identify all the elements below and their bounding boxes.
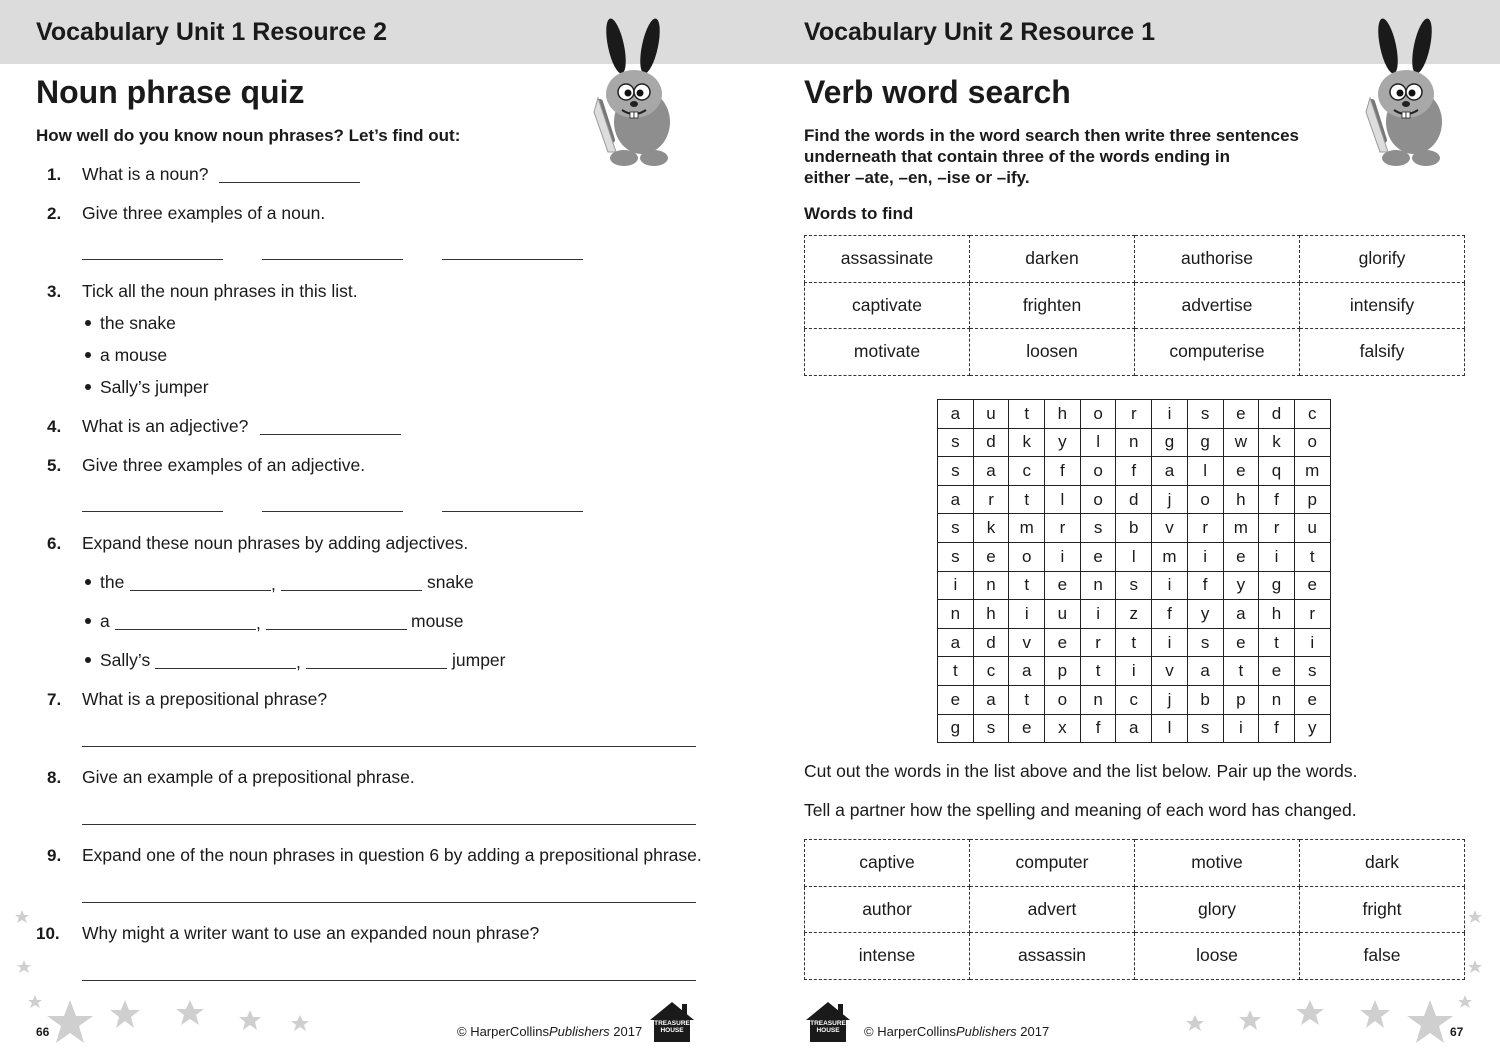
grid-letter-cell[interactable]: o xyxy=(1080,457,1116,486)
grid-letter-cell[interactable]: h xyxy=(1259,600,1295,629)
bullet-icon xyxy=(85,352,91,358)
grid-letter-cell[interactable]: l xyxy=(1045,485,1081,514)
grid-letter-cell[interactable]: a xyxy=(1187,657,1223,686)
grid-letter-cell[interactable]: r xyxy=(1187,514,1223,543)
grid-letter-cell[interactable]: e xyxy=(1009,714,1045,743)
q3-item: the snake xyxy=(100,313,176,333)
grid-letter-cell[interactable]: a xyxy=(1223,600,1259,629)
q6-adjective-line[interactable] xyxy=(266,629,407,630)
q1-number: 1. xyxy=(47,165,62,184)
grid-letter-cell[interactable]: c xyxy=(1294,400,1330,429)
q6-row-prefix: the xyxy=(100,572,125,592)
q6-adjective-line[interactable] xyxy=(281,590,422,591)
q2-answer-line-2[interactable] xyxy=(262,259,403,260)
grid-letter-cell[interactable]: r xyxy=(1259,514,1295,543)
grid-letter-cell[interactable]: i xyxy=(1045,542,1081,571)
grid-letter-cell[interactable]: e xyxy=(1045,571,1081,600)
rabbit-mascot-icon xyxy=(572,12,682,172)
pair-word-cell[interactable]: glory xyxy=(1135,886,1300,933)
grid-letter-cell[interactable]: p xyxy=(1294,485,1330,514)
cut-instruction: Cut out the words in the list above and the list below. Pair up the words. xyxy=(804,761,1358,781)
grid-letter-cell[interactable]: a xyxy=(938,628,974,657)
logo-text: HOUSE xyxy=(660,1027,684,1034)
grid-letter-cell[interactable]: s xyxy=(1080,514,1116,543)
grid-letter-cell[interactable]: a xyxy=(973,685,1009,714)
q3-text: Tick all the noun phrases in this list. xyxy=(82,281,358,301)
grid-letter-cell[interactable]: j xyxy=(1152,485,1188,514)
grid-letter-cell[interactable]: d xyxy=(1116,485,1152,514)
grid-letter-cell[interactable]: i xyxy=(1152,571,1188,600)
grid-row xyxy=(938,685,1331,714)
word-cell[interactable]: frighten xyxy=(970,282,1135,329)
grid-letter-cell[interactable]: n xyxy=(938,600,974,629)
q6-row-noun: snake xyxy=(427,572,474,592)
grid-letter-cell[interactable]: y xyxy=(1223,571,1259,600)
q10-number: 10. xyxy=(36,924,60,943)
grid-letter-cell[interactable]: f xyxy=(1187,571,1223,600)
word-cell[interactable]: intensify xyxy=(1300,282,1465,329)
word-cell[interactable]: advertise xyxy=(1135,282,1300,329)
q4-answer-line[interactable] xyxy=(260,434,401,435)
pair-word-cell[interactable]: computer xyxy=(970,840,1135,887)
instruction-line-3 xyxy=(804,167,1030,188)
pair-word-cell[interactable]: dark xyxy=(1300,840,1465,887)
q2-answer-line-1[interactable] xyxy=(82,259,223,260)
q1-answer-line[interactable] xyxy=(219,182,360,183)
grid-letter-cell[interactable]: p xyxy=(1223,685,1259,714)
grid-letter-cell[interactable]: m xyxy=(1294,457,1330,486)
grid-letter-cell[interactable]: r xyxy=(1080,628,1116,657)
partner-instruction: Tell a partner how the spelling and meaning of each word has changed. xyxy=(804,800,1357,820)
grid-letter-cell[interactable]: a xyxy=(1152,457,1188,486)
grid-letter-cell[interactable]: d xyxy=(1259,400,1295,429)
grid-letter-cell[interactable]: a xyxy=(973,457,1009,486)
q2-text: Give three examples of a noun. xyxy=(82,203,326,223)
bullet-icon xyxy=(85,657,91,663)
bullet-icon xyxy=(85,618,91,624)
q1-text: What is a noun? xyxy=(82,164,209,184)
q3-item: Sally’s jumper xyxy=(100,377,209,397)
stars-decoration-icon xyxy=(10,900,330,1050)
treasure-house-logo xyxy=(648,1000,696,1044)
instr-suffixes: –ate, –en, –ise xyxy=(855,168,971,187)
grid-letter-cell[interactable]: f xyxy=(1045,457,1081,486)
grid-letter-cell[interactable]: t xyxy=(1116,628,1152,657)
q6-text: Expand these noun phrases by adding adjectives. xyxy=(82,533,469,553)
right-page-title: Verb word search xyxy=(804,74,1071,110)
grid-letter-cell[interactable]: g xyxy=(1187,428,1223,457)
grid-letter-cell[interactable]: m xyxy=(1152,542,1188,571)
grid-letter-cell[interactable]: a xyxy=(1116,714,1152,743)
grid-letter-cell[interactable]: e xyxy=(1294,685,1330,714)
q5-number: 5. xyxy=(47,456,62,475)
grid-letter-cell[interactable]: f xyxy=(1152,600,1188,629)
grid-letter-cell[interactable]: d xyxy=(973,428,1009,457)
word-cell[interactable]: loosen xyxy=(970,329,1135,376)
grid-letter-cell[interactable]: e xyxy=(1223,400,1259,429)
grid-letter-cell[interactable]: r xyxy=(1045,514,1081,543)
q5-text: Give three examples of an adjective. xyxy=(82,455,366,475)
word-cell[interactable]: captivate xyxy=(805,282,970,329)
bullet-icon xyxy=(85,384,91,390)
grid-letter-cell[interactable]: s xyxy=(938,514,974,543)
grid-letter-cell[interactable]: i xyxy=(1152,628,1188,657)
pair-word-cell[interactable]: intense xyxy=(805,933,970,980)
grid-letter-cell[interactable]: j xyxy=(1152,685,1188,714)
grid-letter-cell[interactable]: q xyxy=(1259,457,1295,486)
grid-letter-cell[interactable]: t xyxy=(938,657,974,686)
grid-letter-cell[interactable]: f xyxy=(1259,714,1295,743)
q6-row-prefix: Sally’s xyxy=(100,650,151,670)
grid-letter-cell[interactable]: m xyxy=(1223,514,1259,543)
grid-letter-cell[interactable]: e xyxy=(938,685,974,714)
q4-number: 4. xyxy=(47,417,62,436)
grid-letter-cell[interactable]: a xyxy=(1009,657,1045,686)
grid-letter-cell[interactable]: s xyxy=(1294,657,1330,686)
q9-number: 9. xyxy=(47,846,62,865)
grid-row xyxy=(938,714,1331,743)
grid-letter-cell[interactable]: r xyxy=(1116,400,1152,429)
q5-answer-line-2[interactable] xyxy=(262,511,403,512)
instr-text: or xyxy=(970,168,997,187)
grid-row xyxy=(938,514,1331,543)
grid-letter-cell[interactable]: i xyxy=(1009,600,1045,629)
grid-letter-cell[interactable]: v xyxy=(1009,628,1045,657)
grid-letter-cell[interactable]: c xyxy=(1009,457,1045,486)
q7-number: 7. xyxy=(47,690,62,709)
q6-row-prefix: a xyxy=(100,611,110,631)
grid-row xyxy=(938,542,1331,571)
grid-row xyxy=(938,657,1331,686)
instr-suffix: –ify. xyxy=(996,168,1030,187)
grid-letter-cell[interactable]: c xyxy=(1116,685,1152,714)
grid-letter-cell[interactable]: t xyxy=(1009,485,1045,514)
treasure-house-logo xyxy=(804,1000,852,1044)
logo-text: TREASURE xyxy=(810,1020,846,1027)
bullet-icon xyxy=(85,320,91,326)
grid-letter-cell[interactable]: g xyxy=(1152,428,1188,457)
grid-row xyxy=(938,600,1331,629)
grid-row xyxy=(938,400,1331,429)
left-page-number: 66 xyxy=(36,1025,50,1039)
grid-letter-cell[interactable]: g xyxy=(1259,571,1295,600)
grid-letter-cell[interactable]: s xyxy=(938,542,974,571)
stars-decoration-icon xyxy=(1170,900,1490,1050)
copyright-year: 2017 xyxy=(609,1024,643,1039)
grid-letter-cell[interactable]: s xyxy=(938,457,974,486)
grid-letter-cell[interactable]: t xyxy=(1294,542,1330,571)
pair-word-cell[interactable]: author xyxy=(805,886,970,933)
copyright-italic: Publishers xyxy=(955,1024,1017,1039)
q3-item: a mouse xyxy=(100,345,168,365)
grid-letter-cell[interactable]: i xyxy=(1259,542,1295,571)
left-page-title: Noun phrase quiz xyxy=(36,74,305,110)
q6-row-noun: mouse xyxy=(411,611,464,631)
grid-row xyxy=(938,571,1331,600)
copyright-text: © HarperCollins xyxy=(864,1024,956,1039)
grid-row xyxy=(938,428,1331,457)
grid-letter-cell[interactable]: i xyxy=(1223,714,1259,743)
grid-letter-cell[interactable]: l xyxy=(1116,542,1152,571)
grid-letter-cell[interactable]: i xyxy=(1080,600,1116,629)
grid-letter-cell[interactable]: n xyxy=(1080,685,1116,714)
instruction-line-2: underneath that contain three of the words ending in xyxy=(804,147,1230,166)
grid-letter-cell[interactable]: t xyxy=(1009,571,1045,600)
grid-letter-cell[interactable]: e xyxy=(1223,457,1259,486)
grid-letter-cell[interactable]: n xyxy=(1080,571,1116,600)
logo-text: HOUSE xyxy=(816,1027,840,1034)
word-cell[interactable]: falsify xyxy=(1300,329,1465,376)
grid-row xyxy=(938,485,1331,514)
grid-letter-cell[interactable]: s xyxy=(973,714,1009,743)
word-cell[interactable]: authorise xyxy=(1135,236,1300,283)
grid-letter-cell[interactable]: f xyxy=(1116,457,1152,486)
grid-letter-cell[interactable]: a xyxy=(938,400,974,429)
grid-letter-cell[interactable]: t xyxy=(1009,685,1045,714)
q6-adjective-line[interactable] xyxy=(115,629,256,630)
grid-letter-cell[interactable]: e xyxy=(1080,542,1116,571)
word-cell[interactable]: computerise xyxy=(1135,329,1300,376)
grid-letter-cell[interactable]: h xyxy=(1045,400,1081,429)
grid-letter-cell[interactable]: l xyxy=(1187,457,1223,486)
grid-letter-cell[interactable]: o xyxy=(1045,685,1081,714)
grid-letter-cell[interactable]: t xyxy=(1009,400,1045,429)
q3-number: 3. xyxy=(47,282,62,301)
q6-number: 6. xyxy=(47,534,62,553)
grid-row xyxy=(938,457,1331,486)
word-cell[interactable]: assassinate xyxy=(805,236,970,283)
grid-letter-cell[interactable]: h xyxy=(1223,485,1259,514)
grid-letter-cell[interactable]: f xyxy=(1259,485,1295,514)
grid-letter-cell[interactable]: k xyxy=(1259,428,1295,457)
q6-adjective-line[interactable] xyxy=(130,590,271,591)
comma: , xyxy=(296,652,301,672)
grid-letter-cell[interactable]: l xyxy=(1152,714,1188,743)
grid-letter-cell[interactable]: o xyxy=(1080,485,1116,514)
pair-word-cell[interactable]: advert xyxy=(970,886,1135,933)
q6-row-noun: jumper xyxy=(452,650,506,670)
grid-letter-cell[interactable]: i xyxy=(1187,542,1223,571)
grid-letter-cell[interactable]: v xyxy=(1152,657,1188,686)
grid-letter-cell[interactable]: h xyxy=(973,600,1009,629)
grid-letter-cell[interactable]: r xyxy=(973,485,1009,514)
grid-letter-cell[interactable]: f xyxy=(1080,714,1116,743)
grid-letter-cell[interactable]: i xyxy=(1152,400,1188,429)
q8-text: Give an example of a prepositional phrase. xyxy=(82,767,415,787)
instr-text: either xyxy=(804,168,856,187)
grid-letter-cell[interactable]: e xyxy=(1294,571,1330,600)
grid-letter-cell[interactable]: p xyxy=(1045,657,1081,686)
grid-letter-cell[interactable]: x xyxy=(1045,714,1081,743)
copyright-italic: Publishers xyxy=(548,1024,610,1039)
grid-letter-cell[interactable]: e xyxy=(1045,628,1081,657)
q4-text: What is an adjective? xyxy=(82,416,249,436)
q8-answer-line[interactable] xyxy=(82,824,696,825)
word-cell[interactable]: glorify xyxy=(1300,236,1465,283)
pair-word-cell[interactable]: false xyxy=(1300,933,1465,980)
grid-letter-cell[interactable]: r xyxy=(1294,600,1330,629)
grid-letter-cell[interactable]: e xyxy=(1223,542,1259,571)
grid-letter-cell[interactable]: t xyxy=(1259,628,1295,657)
q10-text: Why might a writer want to use an expanded noun phrase? xyxy=(82,923,540,943)
grid-letter-cell[interactable]: k xyxy=(973,514,1009,543)
logo-text: TREASURE xyxy=(654,1020,690,1027)
grid-letter-cell[interactable]: y xyxy=(1187,600,1223,629)
pair-word-cell[interactable]: assassin xyxy=(970,933,1135,980)
bullet-icon xyxy=(85,579,91,585)
q5-answer-line-3[interactable] xyxy=(442,511,583,512)
grid-letter-cell[interactable]: s xyxy=(1116,571,1152,600)
copyright-text: © HarperCollins xyxy=(457,1024,549,1039)
grid-letter-cell[interactable]: u xyxy=(1294,514,1330,543)
grid-letter-cell[interactable]: d xyxy=(973,628,1009,657)
pair-word-cell[interactable]: loose xyxy=(1135,933,1300,980)
grid-letter-cell[interactable]: k xyxy=(1009,428,1045,457)
grid-letter-cell[interactable]: s xyxy=(1187,714,1223,743)
grid-letter-cell[interactable]: e xyxy=(1259,657,1295,686)
grid-letter-cell[interactable]: s xyxy=(1187,400,1223,429)
pair-word-cell[interactable]: motive xyxy=(1135,840,1300,887)
instruction-line-1: Find the words in the word search then write three sentences xyxy=(804,126,1299,145)
left-copyright xyxy=(457,1024,642,1039)
grid-letter-cell[interactable]: s xyxy=(938,428,974,457)
pair-word-cell[interactable]: fright xyxy=(1300,886,1465,933)
grid-letter-cell[interactable]: b xyxy=(1116,514,1152,543)
grid-letter-cell[interactable]: w xyxy=(1223,428,1259,457)
grid-letter-cell[interactable]: o xyxy=(1187,485,1223,514)
word-cell[interactable]: motivate xyxy=(805,329,970,376)
q2-number: 2. xyxy=(47,204,62,223)
grid-letter-cell[interactable]: b xyxy=(1187,685,1223,714)
grid-letter-cell[interactable]: o xyxy=(1294,428,1330,457)
rabbit-mascot-icon xyxy=(1344,12,1454,172)
q5-answer-line-1[interactable] xyxy=(82,511,223,512)
comma: , xyxy=(271,574,276,594)
grid-letter-cell[interactable]: y xyxy=(1045,428,1081,457)
grid-letter-cell[interactable]: n xyxy=(1116,428,1152,457)
right-copyright xyxy=(864,1024,1049,1039)
grid-letter-cell[interactable]: i xyxy=(1116,657,1152,686)
grid-letter-cell[interactable]: s xyxy=(1187,628,1223,657)
grid-letter-cell[interactable]: o xyxy=(1009,542,1045,571)
words-to-find-table xyxy=(804,235,1465,376)
grid-letter-cell[interactable]: l xyxy=(1080,428,1116,457)
grid-letter-cell[interactable]: n xyxy=(973,571,1009,600)
left-intro: How well do you know noun phrases? Let’s find out: xyxy=(36,126,461,145)
grid-letter-cell[interactable]: t xyxy=(1080,657,1116,686)
q6-adjective-line[interactable] xyxy=(306,668,447,669)
q9-text: Expand one of the noun phrases in question 6 by adding a prepositional phrase. xyxy=(82,845,702,865)
word-cell[interactable]: darken xyxy=(970,236,1135,283)
q8-number: 8. xyxy=(47,768,62,787)
grid-letter-cell[interactable]: u xyxy=(1045,600,1081,629)
grid-letter-cell[interactable]: m xyxy=(1009,514,1045,543)
q6-adjective-line[interactable] xyxy=(155,668,296,669)
right-page-number: 67 xyxy=(1450,1025,1464,1039)
grid-letter-cell[interactable]: i xyxy=(938,571,974,600)
q2-answer-line-3[interactable] xyxy=(442,259,583,260)
comma: , xyxy=(256,613,261,633)
q7-text: What is a prepositional phrase? xyxy=(82,689,328,709)
grid-letter-cell[interactable]: o xyxy=(1080,400,1116,429)
copyright-year: 2017 xyxy=(1016,1024,1050,1039)
grid-letter-cell[interactable]: c xyxy=(973,657,1009,686)
grid-letter-cell[interactable]: v xyxy=(1152,514,1188,543)
grid-letter-cell[interactable]: n xyxy=(1259,685,1295,714)
grid-row xyxy=(938,628,1331,657)
right-unit-title: Vocabulary Unit 2 Resource 1 xyxy=(804,18,1156,46)
q7-answer-line[interactable] xyxy=(82,746,696,747)
pair-word-cell[interactable]: captive xyxy=(805,840,970,887)
grid-letter-cell[interactable]: e xyxy=(973,542,1009,571)
grid-letter-cell[interactable]: u xyxy=(973,400,1009,429)
grid-letter-cell[interactable]: z xyxy=(1116,600,1152,629)
grid-letter-cell[interactable]: y xyxy=(1294,714,1330,743)
grid-letter-cell[interactable]: i xyxy=(1294,628,1330,657)
grid-letter-cell[interactable]: e xyxy=(1223,628,1259,657)
grid-letter-cell[interactable]: g xyxy=(938,714,974,743)
word-search-grid xyxy=(937,399,1331,743)
grid-letter-cell[interactable]: t xyxy=(1223,657,1259,686)
grid-letter-cell[interactable]: a xyxy=(938,485,974,514)
words-heading: Words to find xyxy=(804,204,914,223)
left-unit-title: Vocabulary Unit 1 Resource 2 xyxy=(36,18,388,46)
